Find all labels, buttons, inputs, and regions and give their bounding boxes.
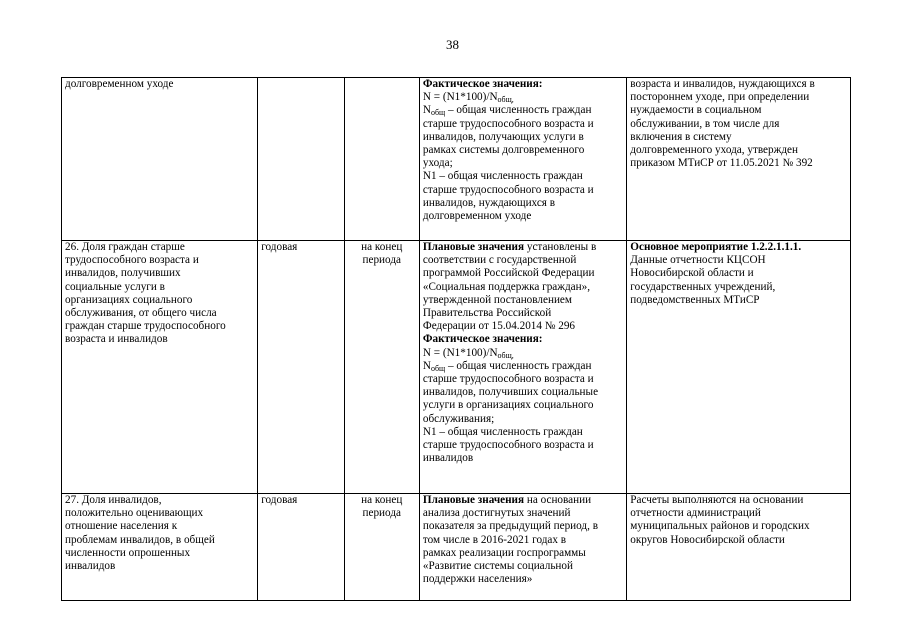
timing-cell: на конец периода xyxy=(344,241,419,494)
timing-cell xyxy=(344,78,419,241)
indicator-name-cell xyxy=(62,78,258,241)
indicator-name-cell: 27. Доля инвалидов, положительно оценивающих отношение населения к проблемам инвалидов, в общей численности опрошенных инвалидов xyxy=(62,494,258,601)
indicators-table xyxy=(61,77,851,601)
calculation-method-cell: Плановые значения установлены в соответствии с государственной программой Российской Федерации «Социальная поддержка граждан», утвержденной постановлением Правительства Российской Федерации от 15.04.2014 № 296 Фактическое значения: $N = (N1*100)/N_{общ,}$ $N_{общ}$ – общая численность граждан старше трудоспособного возраста и инвалидов, получивших социальные услуги в организациях социального обслуживания; N1 – общая численность граждан старше трудоспособного возраста и инвалидов xyxy=(419,241,626,494)
formula: $N = (N1*100)/N_{общ,}$ xyxy=(422,346,514,360)
actual-value-heading: Фактическое значения: xyxy=(422,78,543,90)
cell-line: долговременном уходе xyxy=(65,78,174,90)
data-source-cell: Расчеты выполняются на основании отчетности администраций муниципальных районов и городских округов Новосибирской области xyxy=(627,494,851,601)
actual-value-heading: Фактическое значения: xyxy=(422,333,543,346)
timing-cell: на конец периода xyxy=(344,494,419,601)
data-source-cell: возраста и инвалидов, нуждающихся в постороннем уходе, при определении нуждаемости в социальном обслуживании, в том числе для включения в систему долговременного ухода, утвержден приказом МТиСР от 11.05.2021 № 392 xyxy=(627,78,851,241)
calculation-method-cell: Плановые значения на основании анализа достигнутых значений показателя за предыдущий период, в том числе в 2016-2021 годах в рамках реализации госпрограммы «Развитие системы социальной поддержки населения» xyxy=(419,494,626,601)
main-activity-heading: Основное мероприятие 1.2.2.1.1.1. xyxy=(630,241,802,253)
table-row xyxy=(62,78,851,241)
indicator-name-cell: 26. Доля граждан старше трудоспособного возраста и инвалидов, получивших социальные услуги в организациях социального обслуживания, от общего числа граждан старше трудоспособного возраста и инвалидов xyxy=(62,241,258,494)
data-source-cell: Основное мероприятие 1.2.2.1.1.1. Данные отчетности КЦСОН Новосибирской области и государственных учреждений, подведомственных МТиСР xyxy=(627,241,851,494)
periodicity-cell: годовая xyxy=(258,241,344,494)
periodicity-cell: годовая xyxy=(258,494,344,601)
page-number: 38 xyxy=(446,37,459,52)
formula: $N = (N1*100)/N_{общ,}$ xyxy=(422,91,514,105)
planned-value-heading: Плановые значения xyxy=(422,241,525,253)
planned-value-heading: Плановые значения xyxy=(422,494,525,506)
periodicity-cell xyxy=(258,78,344,241)
table-row xyxy=(62,494,851,601)
calculation-method-cell: Фактическое значения: $N = (N1*100)/N_{общ,}$ $N_{общ}$ – общая численность граждан старше трудоспособного возраста и инвалидов, получающих услуги в рамках системы долговременного ухода; N1 – общая численность граждан старше трудоспособного возраста и инвалидов, нуждающихся в долговременном уходе xyxy=(419,78,626,241)
table-row xyxy=(62,241,851,494)
